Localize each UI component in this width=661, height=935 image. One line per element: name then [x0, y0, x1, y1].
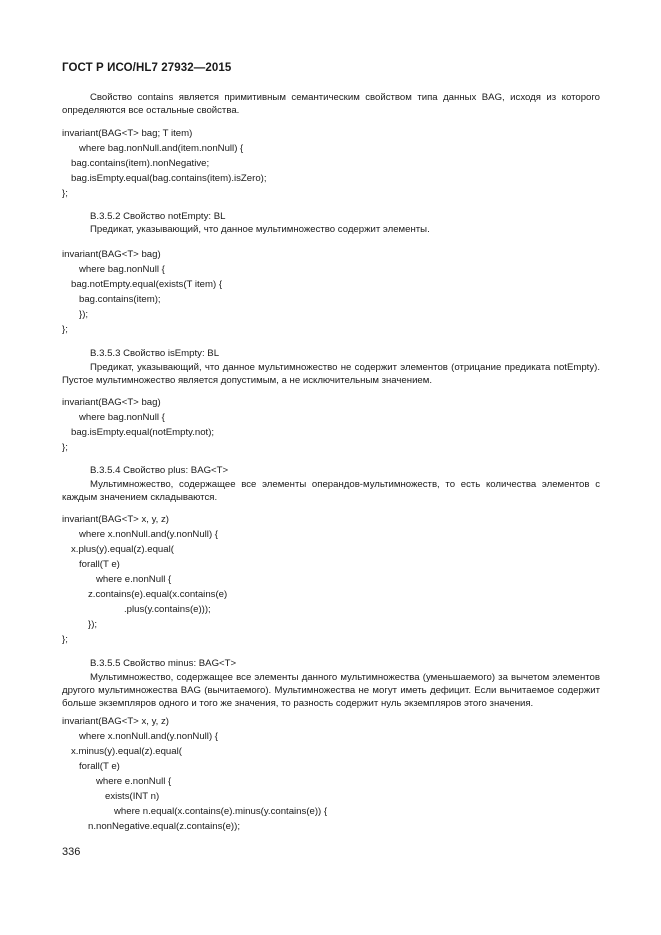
code-line: where e.nonNull {	[96, 574, 172, 585]
page-number: 336	[62, 846, 81, 858]
section-text-b3-5-3: Предикат, указывающий, что данное мультимножество не содержит элементов (отрицание предиката notEmpty). Пустое мультимножество является допустимым, а не исключительным значением.	[62, 362, 600, 386]
intro-paragraph: Свойство contains является примитивным семантическим свойством типа данных BAG, исходя из которого определяются все остальные свойства.	[62, 92, 600, 116]
code-line: where bag.nonNull {	[79, 412, 165, 423]
code-line: invariant(BAG<T> x, y, z)	[62, 716, 169, 727]
code-line: forall(T e)	[79, 559, 120, 570]
code-line: });	[88, 619, 98, 630]
code-line: where n.equal(x.contains(e).minus(y.contains(e)) {	[114, 806, 328, 817]
code-line: n.nonNegative.equal(z.contains(e));	[88, 821, 240, 832]
code-line: exists(INT n)	[105, 791, 160, 802]
code-line: forall(T e)	[79, 761, 120, 772]
code-line: bag.notEmpty.equal(exists(T item) {	[71, 279, 223, 290]
code-line: x.minus(y).equal(z).equal(	[71, 746, 182, 757]
code-line: .plus(y.contains(e)));	[124, 604, 211, 615]
section-text-b3-5-5: Мультимножество, содержащее все элементы данного мультимножества (уменьшаемого) за вычетом элементов другого мультимножества BAG (вычитаемого). Мультимножества не могут иметь дефицит. Если вычитаемое содержит больше экземпляров одного и того же значения, то разность содержит нуль экземпляров этого значения.	[62, 672, 600, 709]
code-line: bag.contains(item);	[79, 294, 161, 305]
code-line: invariant(BAG<T> bag)	[62, 397, 161, 408]
section-text-b3-5-4: Мультимножество, содержащее все элементы операндов-мультимножеств, то есть количества элементов с каждым значением складываются.	[62, 479, 600, 503]
section-heading-b3-5-4: B.3.5.4 Свойство plus: BAG<T>	[90, 465, 229, 476]
document-header: ГОСТ Р ИСО/HL7 27932—2015	[62, 62, 232, 74]
code-line: invariant(BAG<T> bag)	[62, 249, 161, 260]
code-line: };	[62, 442, 68, 453]
code-line: where e.nonNull {	[96, 776, 172, 787]
code-line: invariant(BAG<T> x, y, z)	[62, 514, 169, 525]
section-heading-b3-5-3: B.3.5.3 Свойство isEmpty: BL	[90, 348, 220, 359]
code-line: bag.isEmpty.equal(bag.contains(item).isZero);	[71, 173, 267, 184]
code-line: };	[62, 188, 68, 199]
section-heading-b3-5-2: B.3.5.2 Свойство notEmpty: BL	[90, 211, 226, 222]
code-line: where x.nonNull.and(y.nonNull) {	[79, 731, 219, 742]
code-line: bag.isEmpty.equal(notEmpty.not);	[71, 427, 215, 438]
section-text-b3-5-2: Предикат, указывающий, что данное мультимножество содержит элементы.	[90, 224, 430, 235]
code-line: where x.nonNull.and(y.nonNull) {	[79, 529, 219, 540]
section-heading-b3-5-5: B.3.5.5 Свойство minus: BAG<T>	[90, 658, 237, 669]
code-line: z.contains(e).equal(x.contains(e)	[88, 589, 228, 600]
code-line: invariant(BAG<T> bag; T item)	[62, 128, 193, 139]
code-line: };	[62, 634, 68, 645]
code-line: where bag.nonNull.and(item.nonNull) {	[79, 143, 244, 154]
code-line: x.plus(y).equal(z).equal(	[71, 544, 174, 555]
code-line: bag.contains(item).nonNegative;	[71, 158, 210, 169]
code-line: };	[62, 324, 68, 335]
code-line: where bag.nonNull {	[79, 264, 165, 275]
code-line: });	[79, 309, 89, 320]
